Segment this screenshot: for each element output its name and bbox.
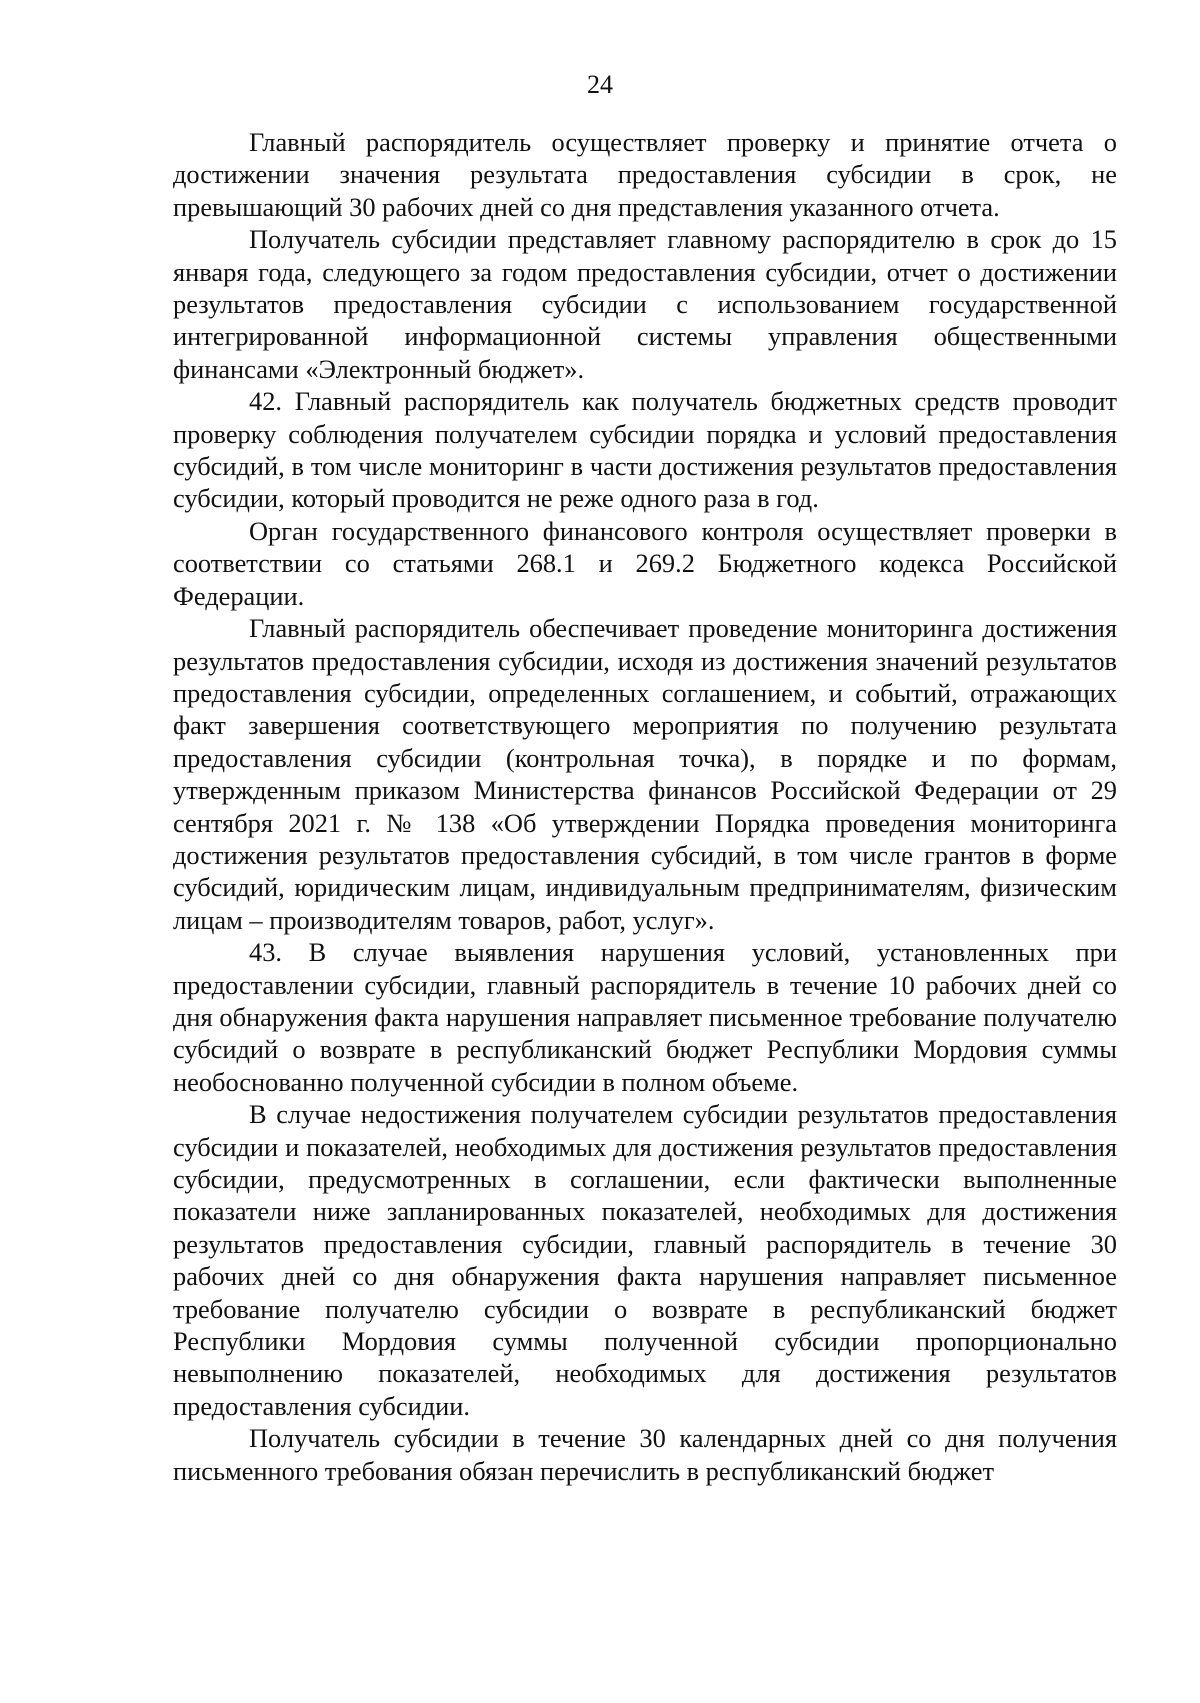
paragraph-repayment: Получатель субсидии в течение 30 календарных дней со дня получения письменного требования обязан перечислить в республиканский бюджет <box>173 1423 1117 1486</box>
paragraph-monitoring: Главный распорядитель обеспечивает проведение мониторинга достижения результатов предоставления субсидии, исходя из достижения значений результатов предоставления субсидии, определенных соглашением, и событий, отражающих факт завершения соответствующего мероприятия по получению результата предоставления субсидии (контрольная точка), в порядке и по формам, утвержденным приказом Министерства финансов Российской Федерации от 29 сентября 2021 г. № 138 «Об утверждении Порядка проведения мониторинга достижения результатов предоставления субсидий, в том числе грантов в форме субсидий, юридическим лицам, индивидуальным предпринимателям, физическим лицам – производителям товаров, работ, услуг». <box>173 613 1117 935</box>
paragraph-report-acceptance: Главный распорядитель осуществляет проверку и принятие отчета о достижении значения результата предоставления субсидии в срок, не превышающий 30 рабочих дней со дня представления указанного отчета. <box>173 127 1117 222</box>
paragraph-43: 43. В случае выявления нарушения условий, установленных при предоставлении субсидии, главный распорядитель в течение 10 рабочих дней со дня обнаружения факта нарушения направляет письменное требование получателю субсидий о возврате в республиканский бюджет Республики Мордовия суммы необоснованно полученной субсидии в полном объеме. <box>173 937 1117 1097</box>
paragraph-underachievement: В случае недостижения получателем субсидии результатов предоставления субсидии и показателей, необходимых для достижения результатов предоставления субсидии, предусмотренных в соглашении, если фактически выполненные показатели ниже запланированных показателей, необходимых для достижения результатов предоставления субсидии, главный распорядитель в течение 30 рабочих дней со дня обнаружения факта нарушения направляет письменное требование получателю субсидии о возврате в республиканский бюджет Республики Мордовия суммы полученной субсидии пропорционально невыполнению показателей, необходимых для достижения результатов предоставления субсидии. <box>173 1099 1117 1421</box>
paragraph-42: 42. Главный распорядитель как получатель бюджетных средств проводит проверку соблюдения получателем субсидии порядка и условий предоставления субсидий, в том числе мониторинг в части достижения результатов предоставления субсидии, который проводится не реже одного раза в год. <box>173 386 1117 514</box>
page-number: 24 <box>587 70 613 99</box>
paragraph-control-body: Орган государственного финансового контроля осуществляет проверки в соответствии со статьями 268.1 и 269.2 Бюджетного кодекса Российской Федерации. <box>173 515 1117 611</box>
paragraph-report-submission: Получатель субсидии представляет главному распорядителю в срок до 15 января года, следующего за годом предоставления субсидии, отчет о достижении результатов предоставления субсидии с использованием государственной интегрированной информационной системы управления общественными финансами «Электронный бюджет». <box>173 224 1117 384</box>
document-body <box>173 126 1117 1487</box>
